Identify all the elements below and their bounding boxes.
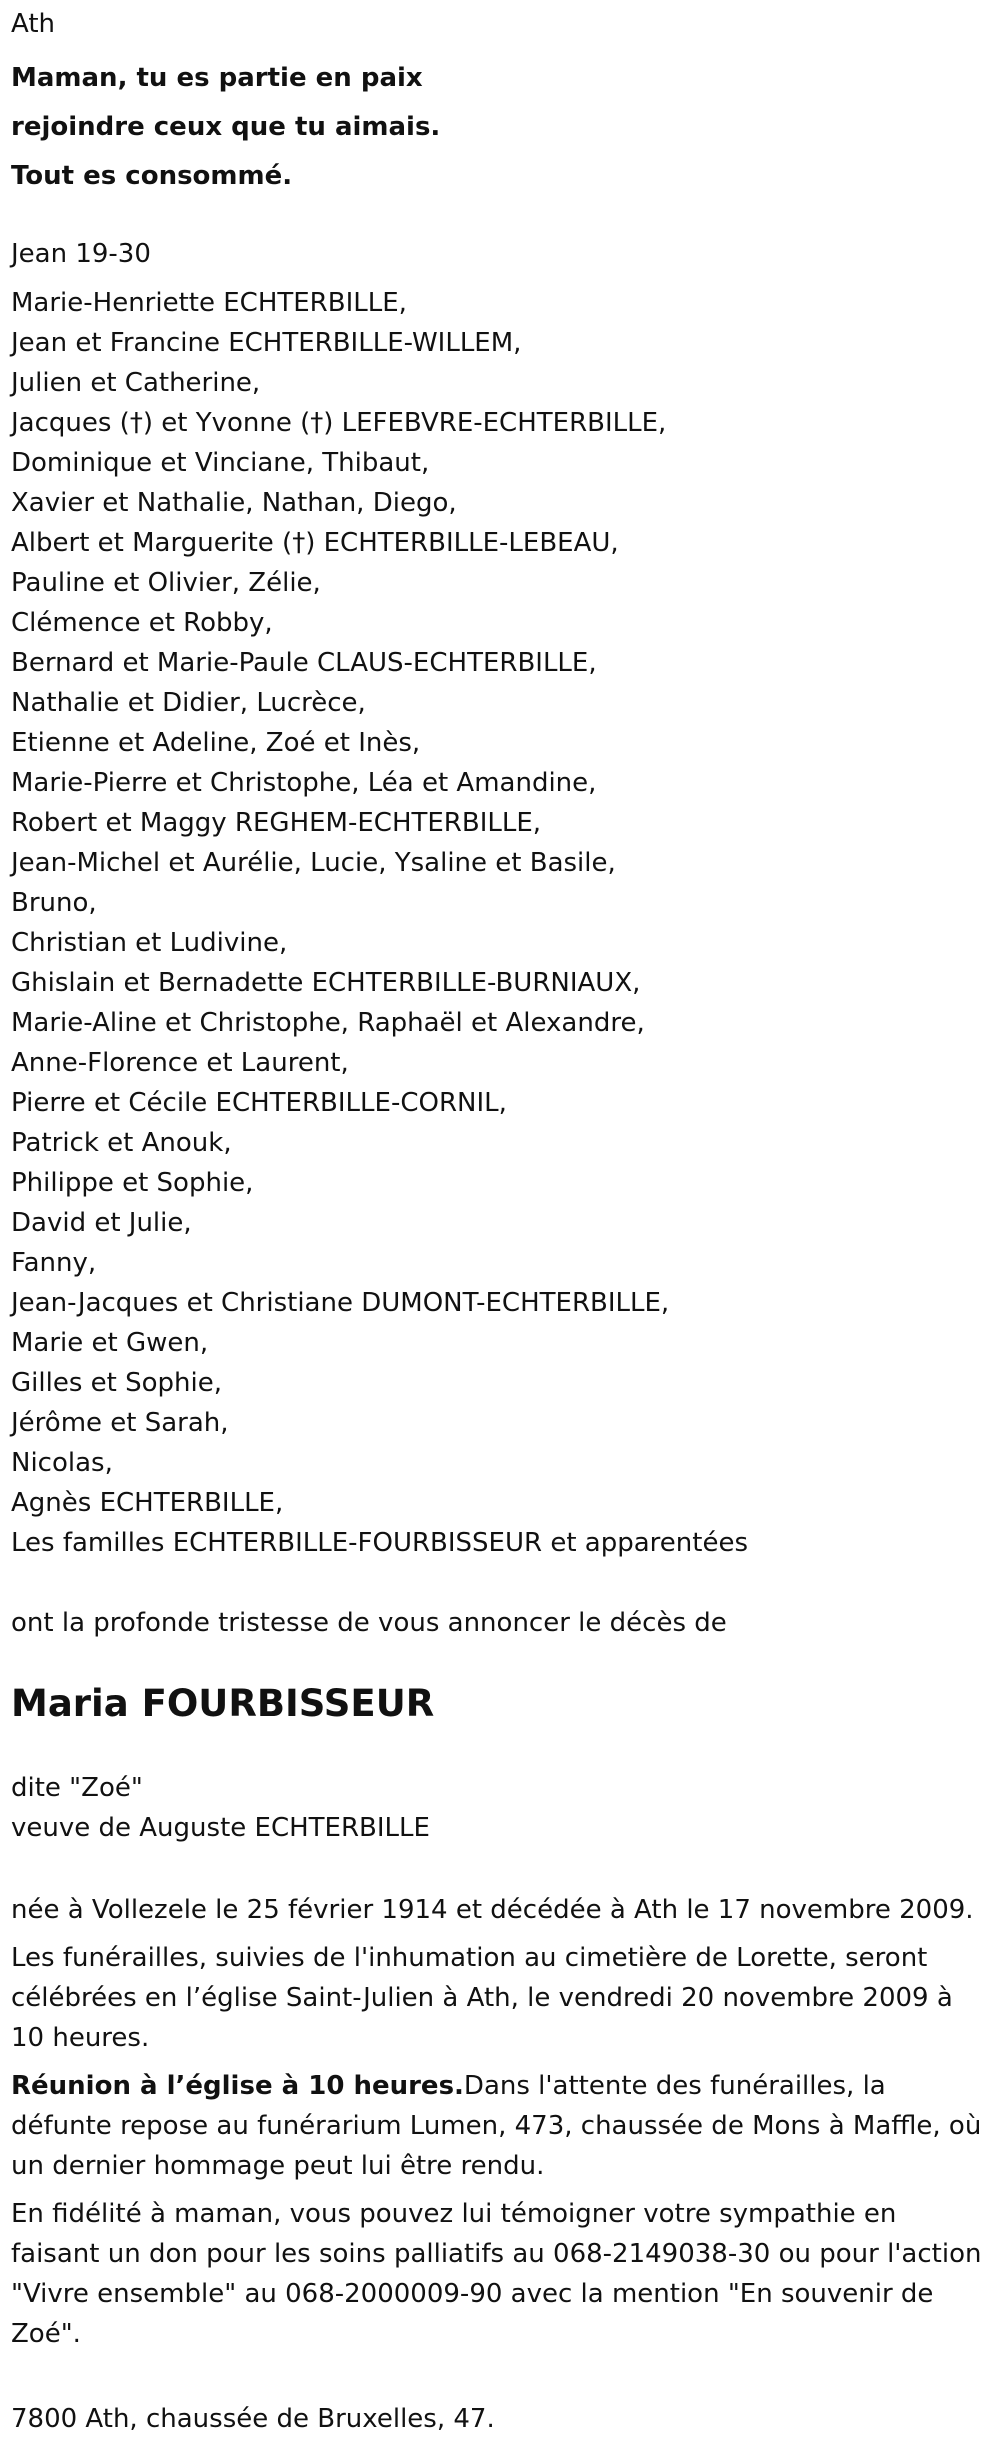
meeting-time: Réunion à l’église à 10 heures. — [11, 2071, 464, 2101]
nickname: dite "Zoé" — [11, 1773, 143, 1803]
family-entry: Nathalie et Didier, Lucrèce, — [11, 688, 366, 718]
announcement-text: ont la profonde tristesse de vous annoncer le décès de — [11, 1608, 727, 1638]
family-entry: Nicolas, — [11, 1448, 113, 1478]
family-entry: Philippe et Sophie, — [11, 1168, 254, 1198]
family-entry: Etienne et Adeline, Zoé et Inès, — [11, 728, 421, 758]
family-entry: Gilles et Sophie, — [11, 1368, 222, 1398]
verse-reference: Jean 19-30 — [11, 239, 151, 269]
poem-line: rejoindre ceux que tu aimais. — [11, 112, 441, 142]
family-entry: Anne-Florence et Laurent, — [11, 1048, 349, 1078]
funeral-details: Les funérailles, suivies de l'inhumation au cimetière de Lorette, seront célébrées en l’église Saint-Julien à Ath, le vendredi 20 novembre 2009 à 10 heures. — [11, 1943, 953, 2053]
family-entry: Marie-Aline et Christophe, Raphaël et Alexandre, — [11, 1008, 645, 1038]
family-entry: Xavier et Nathalie, Nathan, Diego, — [11, 488, 457, 518]
family-entry: Jean et Francine ECHTERBILLE-WILLEM, — [11, 328, 522, 358]
family-entry: Jean-Michel et Aurélie, Lucie, Ysaline et Basile, — [11, 848, 616, 878]
family-entry: David et Julie, — [11, 1208, 192, 1238]
deceased-name: Maria FOURBISSEUR — [11, 1682, 435, 1725]
family-entry: Pauline et Olivier, Zélie, — [11, 568, 321, 598]
family-entry: Marie et Gwen, — [11, 1328, 209, 1358]
family-list — [11, 283, 748, 1563]
family-entry: Ghislain et Bernadette ECHTERBILLE-BURNIAUX, — [11, 968, 641, 998]
meeting-details — [11, 2066, 986, 2186]
family-entry: Jacques (†) et Yvonne (†) LEFEBVRE-ECHTERBILLE, — [11, 408, 667, 438]
widow-of: veuve de Auguste ECHTERBILLE — [11, 1813, 430, 1843]
family-entry: Robert et Maggy REGHEM-ECHTERBILLE, — [11, 808, 542, 838]
family-entry: Patrick et Anouk, — [11, 1128, 232, 1158]
birth-death-dates: née à Vollezele le 25 février 1914 et décédée à Ath le 17 novembre 2009. — [11, 1895, 974, 1925]
family-entry: Marie-Henriette ECHTERBILLE, — [11, 288, 407, 318]
meeting-info: Dans l'attente des funérailles, la défunte repose au funérarium Lumen, 473, chaussée de Mons à Maffle, où un dernier hommage peut lui être rendu. — [11, 2071, 982, 2181]
poem — [11, 54, 440, 201]
family-entry: Julien et Catherine, — [11, 368, 261, 398]
family-entry: Fanny, — [11, 1248, 97, 1278]
details-section — [11, 1890, 986, 2362]
family-entry: Albert et Marguerite (†) ECHTERBILLE-LEBEAU, — [11, 528, 619, 558]
poem-line: Maman, tu es partie en paix — [11, 63, 423, 93]
family-entry: Jérôme et Sarah, — [11, 1408, 229, 1438]
family-entry: Bernard et Marie-Paule CLAUS-ECHTERBILLE, — [11, 648, 597, 678]
family-entry: Les familles ECHTERBILLE-FOURBISSEUR et apparentées — [11, 1528, 748, 1558]
family-address: 7800 Ath, chaussée de Bruxelles, 47. — [11, 2404, 495, 2434]
family-entry: Bruno, — [11, 888, 97, 918]
family-entry: Marie-Pierre et Christophe, Léa et Amandine, — [11, 768, 597, 798]
donation-info: En fidélité à maman, vous pouvez lui témoigner votre sympathie en faisant un don pour les soins palliatifs au 068-2149038-30 ou pour l'action "Vivre ensemble" au 068-2000009-90 avec la mention "En souvenir de Zoé". — [11, 2199, 982, 2349]
family-entry: Pierre et Cécile ECHTERBILLE-CORNIL, — [11, 1088, 507, 1118]
family-entry: Agnès ECHTERBILLE, — [11, 1488, 284, 1518]
family-entry: Clémence et Robby, — [11, 608, 273, 638]
family-entry: Christian et Ludivine, — [11, 928, 288, 958]
poem-line: Tout es consommé. — [11, 161, 293, 191]
city-heading: Ath — [11, 9, 56, 39]
family-entry: Dominique et Vinciane, Thibaut, — [11, 448, 430, 478]
family-entry: Jean-Jacques et Christiane DUMONT-ECHTERBILLE, — [11, 1288, 670, 1318]
